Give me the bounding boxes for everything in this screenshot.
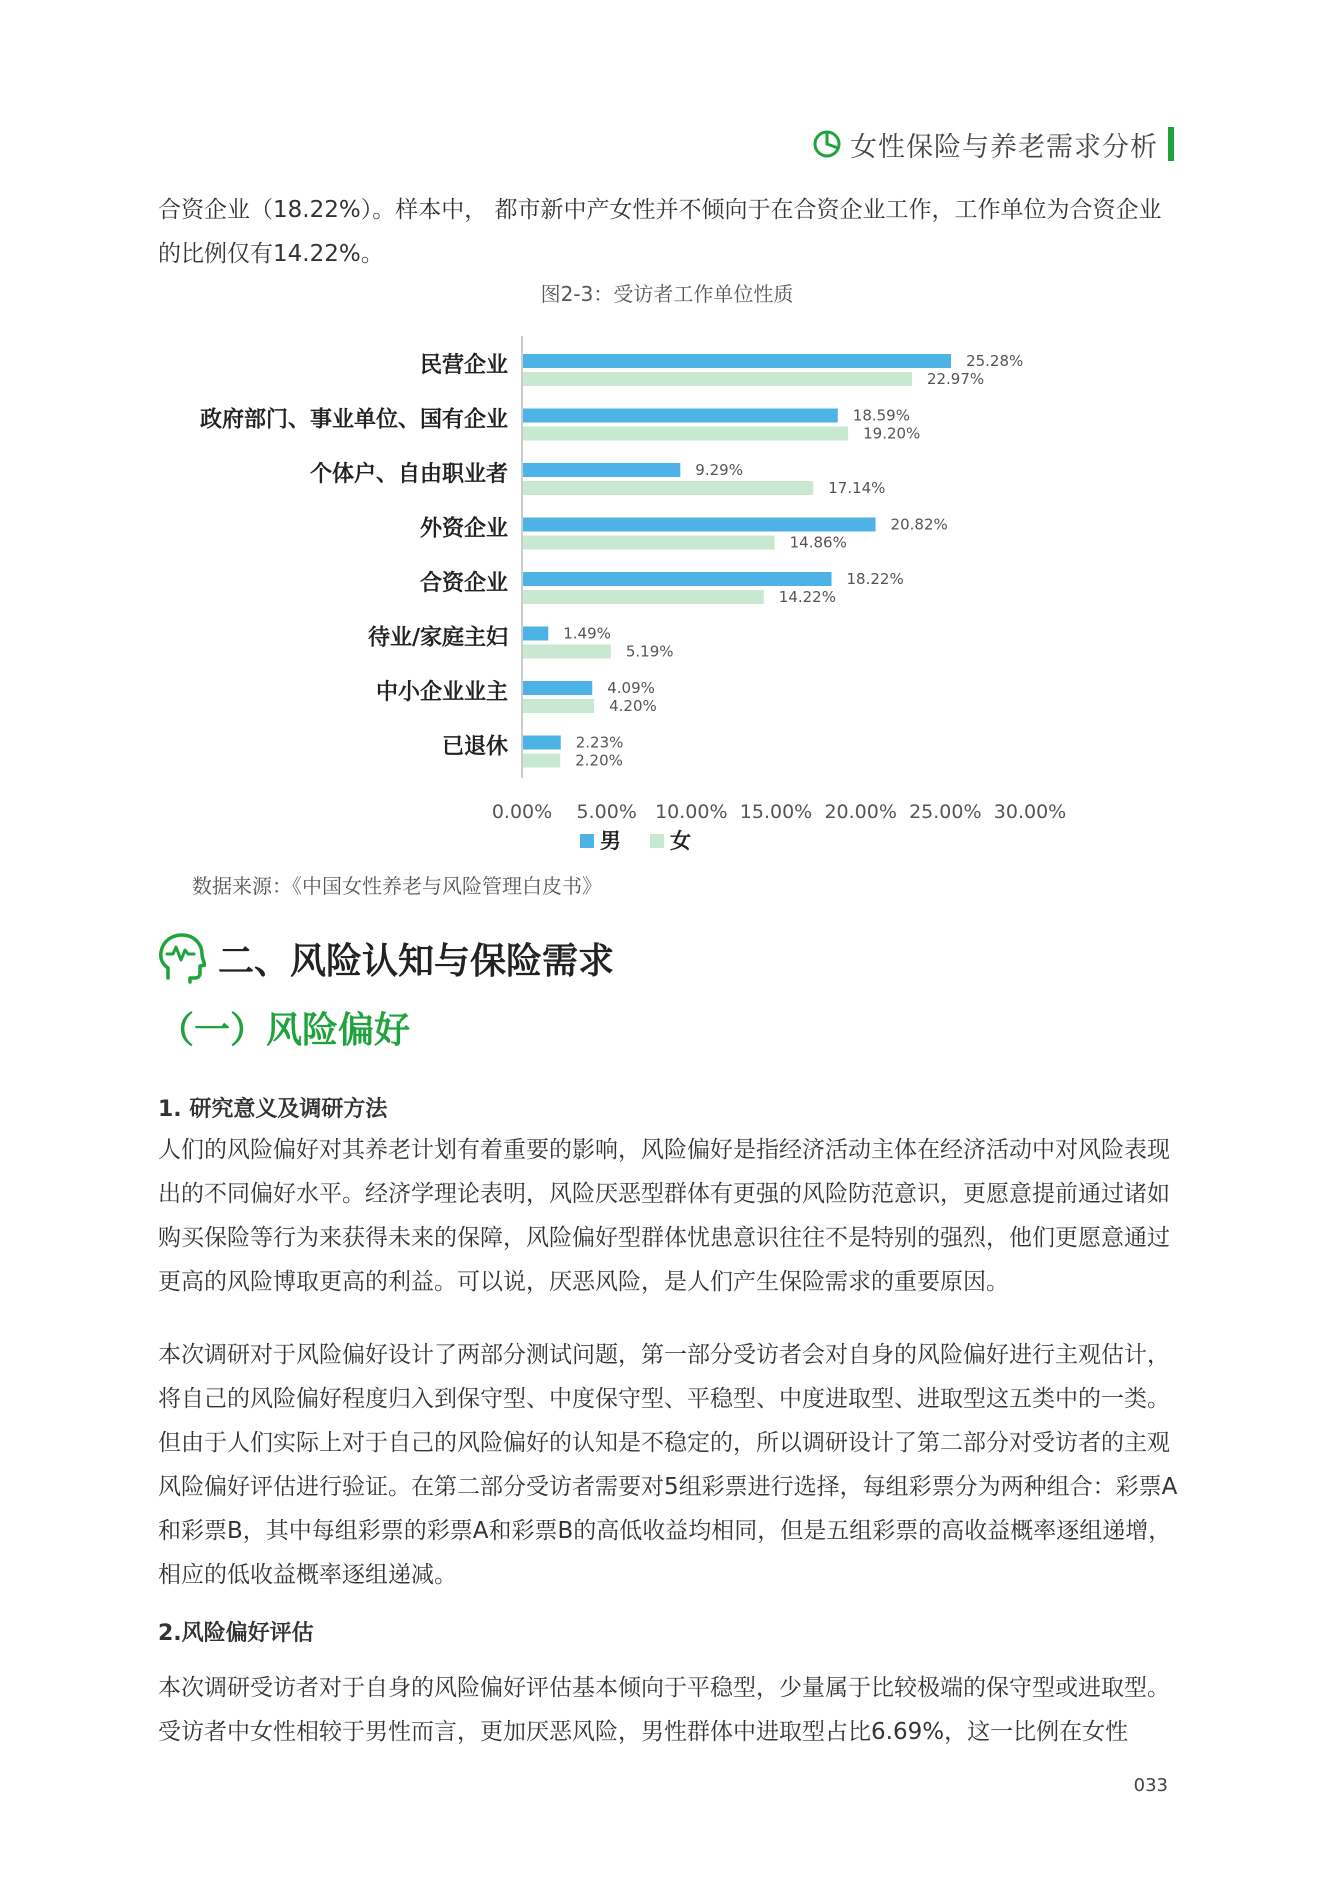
head-profile-icon bbox=[158, 932, 206, 984]
paragraph-2: 本次调研对于风险偏好设计了两部分测试问题，第一部分受访者会对自身的风险偏好进行主观估计，将自己的风险偏好程度归入到保守型、中度保守型、平稳型、中度进取型、进取型这五类中的一类。但由于人们实际上对于自己的风险偏好的认知是不稳定的，所以调研设计了第二部分对受访者的主观风险偏好评估进行验证。在第二部分受访者需要对5组彩票进行选择，每组彩票分为两种组合：彩票A和彩票B，其中每组彩票的彩票A和彩票B的高低收益均相同，但是五组彩票的高收益概率逐组递增，相应的低收益概率逐组递减。 bbox=[158, 1342, 1178, 1588]
subsection-title: （一）风险偏好 bbox=[158, 1010, 411, 1051]
bar-male bbox=[523, 627, 548, 641]
legend-swatch bbox=[580, 834, 594, 848]
category-label: 合资企业 bbox=[419, 571, 508, 596]
data-label: 19.20% bbox=[863, 424, 921, 443]
bar-female bbox=[523, 427, 848, 441]
data-label: 14.22% bbox=[778, 588, 836, 606]
paragraph-3: 本次调研受访者对于自身的风险偏好评估基本倾向于平稳型，少量属于比较极端的保守型或进取型。受访者中女性相较于男性而言，更加厌恶风险，男性群体中进取型占比6.69%，这一比例在女性 bbox=[158, 1675, 1170, 1745]
data-label: 17.14% bbox=[828, 479, 886, 497]
bar-male bbox=[523, 681, 592, 695]
x-tick-label: 10.00% bbox=[655, 801, 728, 823]
x-tick-label: 5.00% bbox=[576, 801, 637, 823]
bar-male bbox=[523, 518, 876, 532]
data-label: 25.28% bbox=[966, 352, 1024, 370]
category-label: 外资企业 bbox=[419, 516, 508, 542]
sub-heading-1: 1. 研究意义及调研方法 bbox=[158, 1097, 388, 1122]
x-tick-label: 0.00% bbox=[491, 801, 553, 823]
figure-caption: 图2-3：受访者工作单位性质 bbox=[540, 282, 794, 306]
bar-female bbox=[523, 590, 764, 604]
figure-source: 数据来源：《中国女性养老与风险管理白皮书》 bbox=[192, 874, 602, 898]
x-tick-label: 25.00% bbox=[909, 801, 982, 823]
data-label: 18.22% bbox=[846, 570, 904, 588]
bar-female bbox=[523, 372, 912, 386]
sub-heading-2: 2.风险偏好评估 bbox=[158, 1621, 314, 1646]
category-label: 待业/家庭主妇 bbox=[367, 625, 508, 651]
bar-female bbox=[523, 645, 611, 659]
data-label: 1.49% bbox=[563, 624, 611, 643]
data-label: 4.20% bbox=[609, 697, 657, 715]
legend-label: 女 bbox=[670, 829, 691, 853]
header-accent-bar bbox=[1168, 127, 1174, 161]
bar-male bbox=[523, 572, 832, 586]
work-unit-bar-chart bbox=[150, 322, 1150, 862]
section-heading bbox=[158, 930, 614, 986]
bar-female bbox=[523, 699, 594, 713]
category-label: 已退休 bbox=[441, 734, 508, 760]
section-title: 二、风险认知与保险需求 bbox=[218, 940, 615, 982]
category-label: 个体户、自由职业者 bbox=[309, 462, 508, 487]
pie-chart-icon bbox=[812, 129, 842, 159]
bar-female bbox=[523, 754, 560, 768]
intro-paragraph: 合资企业（18.22%）。样本中， 都市新中产女性并不倾向于在合资企业工作，工作单位为合资企业的比例仅有14.22%。 bbox=[158, 197, 1162, 267]
category-label: 中小企业业主 bbox=[375, 680, 508, 705]
bar-male bbox=[523, 409, 838, 423]
paragraph-1: 人们的风险偏好对其养老计划有着重要的影响，风险偏好是指经济活动主体在经济活动中对风险表现出的不同偏好水平。经济学理论表明，风险厌恶型群体有更强的风险防范意识，更愿意提前通过诸如购买保险等行为来获得未来的保障，风险偏好型群体忧患意识往往不是特别的强烈，他们更愿意通过更高的风险博取更高的利益。可以说，厌恶风险，是人们产生保险需求的重要原因。 bbox=[158, 1137, 1170, 1295]
data-label: 4.09% bbox=[607, 679, 655, 697]
x-tick-label: 30.00% bbox=[993, 801, 1067, 823]
x-tick-label: 15.00% bbox=[739, 801, 813, 823]
data-label: 2.23% bbox=[575, 733, 624, 752]
bar-female bbox=[523, 481, 813, 495]
bar-male bbox=[523, 463, 680, 477]
data-label: 9.29% bbox=[695, 461, 743, 479]
bar-male bbox=[523, 736, 561, 750]
data-label: 22.97% bbox=[926, 370, 985, 388]
legend-swatch bbox=[650, 834, 664, 848]
category-label: 民营企业 bbox=[419, 353, 508, 378]
page-number: 033 bbox=[1133, 1775, 1168, 1796]
running-header bbox=[812, 124, 1174, 164]
data-label: 14.86% bbox=[789, 533, 847, 552]
category-label: 政府部门、事业单位、国有企业 bbox=[199, 407, 508, 433]
data-label: 5.19% bbox=[625, 642, 674, 661]
bar-female bbox=[523, 536, 775, 550]
bar-male bbox=[523, 354, 951, 368]
data-label: 2.20% bbox=[575, 751, 623, 770]
legend-label: 男 bbox=[600, 829, 621, 853]
x-tick-label: 20.00% bbox=[824, 801, 897, 823]
data-label: 18.59% bbox=[852, 406, 910, 425]
data-label: 20.82% bbox=[890, 515, 948, 534]
header-title: 女性保险与养老需求分析 bbox=[850, 131, 1158, 163]
